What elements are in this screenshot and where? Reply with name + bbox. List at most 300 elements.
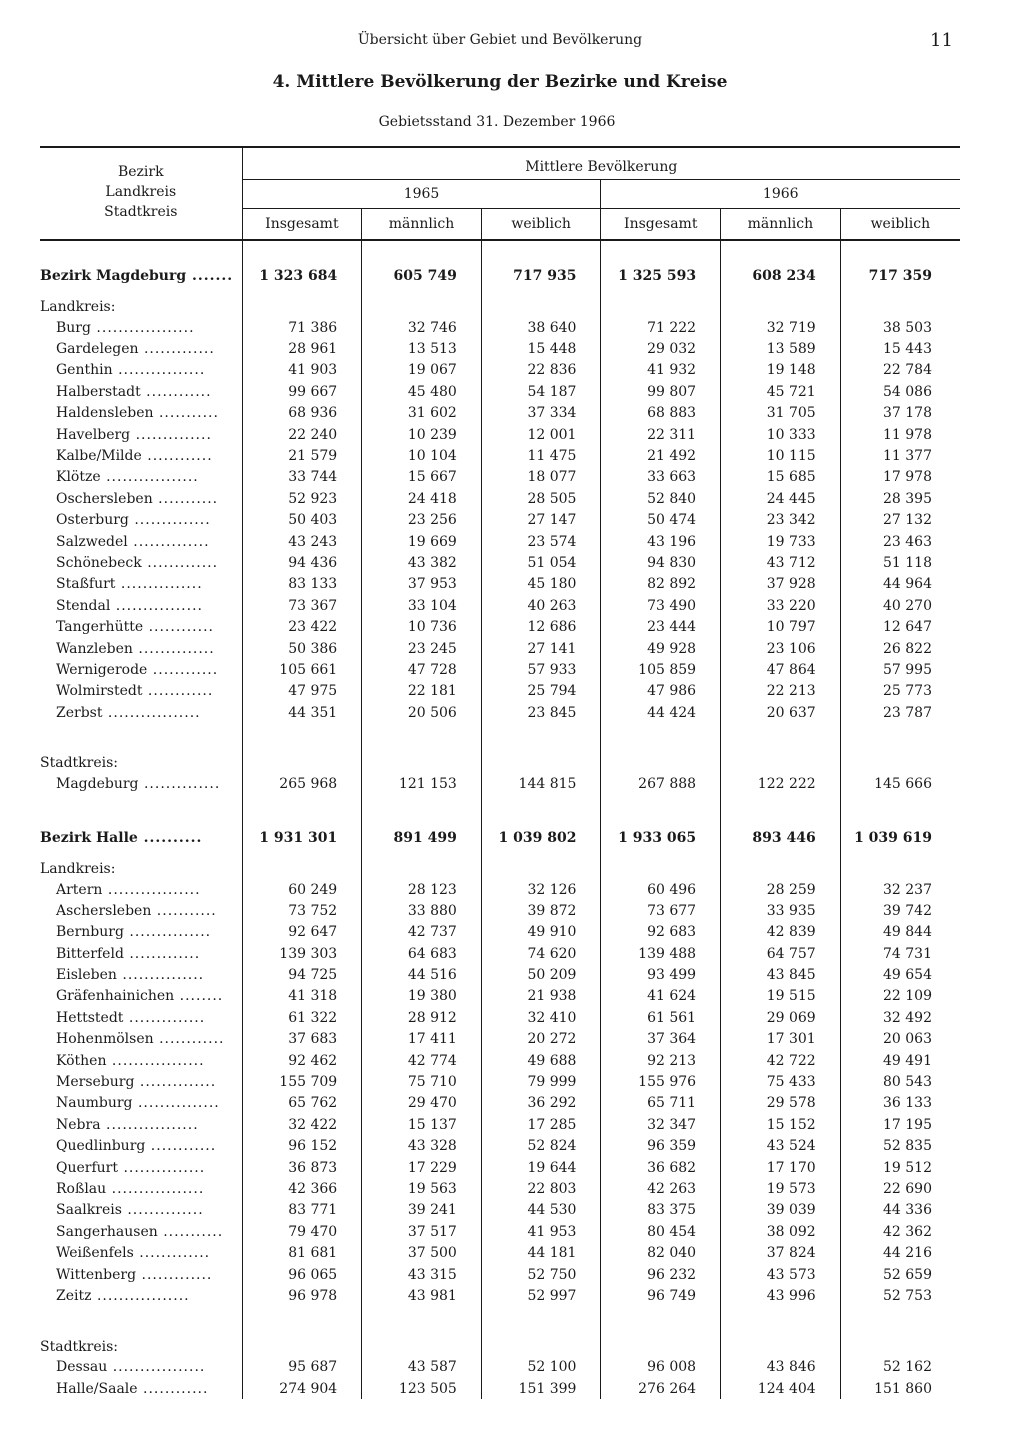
value-cell: 57 933 [481, 659, 601, 680]
row-label [40, 510, 242, 531]
value-cell: 12 647 [883, 619, 932, 636]
value-cell: 17 170 [721, 1157, 841, 1178]
spacer-cell [481, 1307, 601, 1329]
value-cell: 27 141 [481, 638, 601, 659]
value-cell: 96 152 [242, 1136, 362, 1157]
value-cell: 71 222 [601, 317, 721, 338]
spacer-cell [840, 240, 960, 263]
table-row [40, 574, 960, 595]
value-cell: 44 351 [242, 702, 362, 723]
value-cell: 39 872 [481, 900, 601, 921]
value-cell: 99 667 [242, 381, 362, 402]
value-cell: 24 445 [721, 488, 841, 509]
value-cell: 45 180 [481, 574, 601, 595]
row-label [40, 317, 242, 338]
spacer-cell [242, 795, 362, 825]
bezirk-row [40, 825, 960, 851]
value-cell [840, 289, 960, 317]
leader-dots: ................. [106, 1052, 205, 1069]
value-cell: 15 152 [721, 1114, 841, 1135]
value-cell: 44 216 [883, 1245, 932, 1262]
table-row [40, 424, 960, 445]
table-row [40, 616, 960, 637]
section-row [40, 745, 960, 773]
value-cell: 52 824 [481, 1136, 601, 1157]
value-cell: 19 644 [481, 1157, 601, 1178]
value-cell: 71 386 [242, 317, 362, 338]
value-cell: 50 209 [481, 964, 601, 985]
table-row [40, 638, 960, 659]
value-cell: 92 462 [242, 1050, 362, 1071]
spacer-cell [362, 1307, 482, 1329]
value-cell: 52 659 [883, 1266, 932, 1283]
value-cell [721, 851, 841, 879]
stub-header-line: Bezirk [117, 164, 164, 180]
value-cell: 155 976 [601, 1071, 721, 1092]
row-label-text: Quedlinburg [56, 1138, 146, 1155]
value-cell: 52 997 [481, 1285, 601, 1306]
section-row [40, 289, 960, 317]
value-cell: 73 367 [242, 595, 362, 616]
value-cell: 13 513 [362, 338, 482, 359]
table-subtitle: Gebietsstand 31. Dezember 1966 [378, 114, 616, 130]
spacer-cell [242, 723, 362, 745]
value-cell: 19 380 [362, 986, 482, 1007]
value-cell: 61 561 [601, 1007, 721, 1028]
value-cell: 17 229 [362, 1157, 482, 1178]
stub-header [40, 147, 242, 240]
value-cell: 32 347 [601, 1114, 721, 1135]
table-row [40, 403, 960, 424]
value-cell: 82 040 [601, 1242, 721, 1263]
value-cell [840, 745, 960, 773]
row-label-text: Haldensleben [56, 405, 154, 422]
value-cell: 41 903 [242, 360, 362, 381]
value-cell: 80 454 [601, 1221, 721, 1242]
value-cell: 121 153 [362, 773, 482, 794]
value-cell: 23 422 [242, 616, 362, 637]
value-cell: 43 845 [721, 964, 841, 985]
value-cell: 19 067 [362, 360, 482, 381]
value-cell [362, 289, 482, 317]
row-label [40, 745, 242, 773]
spacer-cell [362, 723, 482, 745]
value-cell: 37 334 [481, 403, 601, 424]
row-label [40, 445, 242, 466]
value-cell: 11 978 [883, 426, 932, 443]
row-label-text: Wanzleben [56, 640, 133, 657]
value-cell: 17 411 [362, 1029, 482, 1050]
value-cell: 36 873 [242, 1157, 362, 1178]
row-label-text: Bitterfeld [56, 945, 124, 962]
leader-dots: ............... [132, 1095, 220, 1112]
value-cell: 13 589 [721, 338, 841, 359]
value-cell: 68 936 [242, 403, 362, 424]
value-cell: 12 001 [481, 424, 601, 445]
spacer-cell [481, 723, 601, 745]
value-cell: 20 637 [721, 702, 841, 723]
table-row [40, 1050, 960, 1071]
table-row [40, 1007, 960, 1028]
value-cell: 33 220 [721, 595, 841, 616]
row-label [40, 702, 242, 723]
row-label [40, 943, 242, 964]
column-header: Insgesamt [601, 209, 721, 241]
spacer-cell [40, 723, 242, 745]
value-cell: 42 737 [362, 922, 482, 943]
leader-dots: ............ [147, 661, 219, 678]
value-cell [601, 745, 721, 773]
leader-dots: .............. [123, 1009, 206, 1026]
row-label-text: Stendal [56, 597, 111, 614]
spacer-cell [840, 1307, 960, 1329]
row-label-text: Stadtkreis: [40, 1338, 118, 1355]
row-label [40, 381, 242, 402]
row-label-text: Merseburg [56, 1074, 135, 1091]
row-label [40, 1242, 242, 1263]
value-cell: 64 683 [362, 943, 482, 964]
value-cell: 17 301 [721, 1029, 841, 1050]
leader-dots: ........... [153, 405, 219, 422]
row-label [40, 360, 242, 381]
value-cell: 274 904 [242, 1378, 362, 1399]
value-cell: 93 499 [601, 964, 721, 985]
value-cell: 92 213 [601, 1050, 721, 1071]
value-cell: 717 359 [868, 268, 932, 284]
value-cell: 25 794 [481, 681, 601, 702]
row-label [40, 1050, 242, 1071]
value-cell: 17 285 [481, 1114, 601, 1135]
row-label-text: Wolmirstedt [56, 683, 143, 700]
value-cell: 28 395 [883, 490, 932, 507]
value-cell: 96 359 [601, 1136, 721, 1157]
spacer-cell [481, 795, 601, 825]
spacer-cell [721, 723, 841, 745]
value-cell: 52 923 [242, 488, 362, 509]
value-cell: 75 433 [721, 1071, 841, 1092]
population-table-container [40, 146, 960, 1399]
row-label-text: Artern [56, 881, 103, 898]
leader-dots: .............. [127, 533, 210, 550]
table-header [40, 147, 960, 240]
value-cell: 18 077 [481, 467, 601, 488]
group-header: Mittlere Bevölkerung [242, 147, 960, 180]
value-cell: 65 762 [242, 1093, 362, 1114]
value-cell: 22 311 [601, 424, 721, 445]
table-row [40, 1093, 960, 1114]
value-cell: 60 496 [601, 879, 721, 900]
value-cell: 81 681 [242, 1242, 362, 1263]
row-label-text: Bezirk Halle [40, 829, 138, 846]
row-label-text: Aschersleben [56, 902, 152, 919]
table-row [40, 1114, 960, 1135]
value-cell: 40 263 [481, 595, 601, 616]
value-cell: 52 753 [883, 1287, 932, 1304]
value-cell: 145 666 [874, 776, 932, 793]
value-cell: 1 933 065 [601, 825, 721, 851]
row-label-text: Staßfurt [56, 576, 116, 593]
value-cell: 151 860 [874, 1380, 932, 1397]
value-cell: 28 961 [242, 338, 362, 359]
row-label [40, 1329, 242, 1357]
spacer-cell [362, 795, 482, 825]
value-cell: 83 771 [242, 1200, 362, 1221]
leader-dots: ................. [102, 704, 201, 721]
value-cell: 22 240 [242, 424, 362, 445]
value-cell [481, 1329, 601, 1357]
row-label [40, 851, 242, 879]
value-cell: 36 133 [883, 1095, 932, 1112]
spacer-cell [840, 795, 960, 825]
value-cell: 50 474 [601, 510, 721, 531]
value-cell: 73 490 [601, 595, 721, 616]
value-cell: 61 322 [242, 1007, 362, 1028]
value-cell: 47 975 [242, 681, 362, 702]
value-cell: 37 953 [362, 574, 482, 595]
value-cell: 139 303 [242, 943, 362, 964]
row-label [40, 1378, 242, 1399]
value-cell: 33 104 [362, 595, 482, 616]
value-cell: 23 787 [883, 704, 932, 721]
value-cell: 29 069 [721, 1007, 841, 1028]
value-cell: 15 448 [481, 338, 601, 359]
table-row [40, 1071, 960, 1092]
value-cell: 32 422 [242, 1114, 362, 1135]
value-cell: 37 683 [242, 1029, 362, 1050]
row-label [40, 681, 242, 702]
row-label [40, 1136, 242, 1157]
leader-dots: .............. [132, 640, 215, 657]
row-label-text: Tangerhütte [56, 619, 144, 636]
value-cell: 29 032 [601, 338, 721, 359]
row-label-text: Schönebeck [56, 554, 142, 571]
leader-dots: ............. [141, 554, 219, 571]
row-label-text: Burg [56, 319, 91, 336]
spacer-cell [601, 240, 721, 263]
value-cell: 32 237 [883, 881, 932, 898]
value-cell: 52 835 [883, 1138, 932, 1155]
row-label-text: Hettstedt [56, 1009, 124, 1026]
spacer-cell [601, 1307, 721, 1329]
value-cell: 64 757 [721, 943, 841, 964]
row-label-text: Sangerhausen [56, 1223, 158, 1240]
value-cell [481, 745, 601, 773]
row-label-text: Gardelegen [56, 341, 139, 358]
leader-dots: ............... [123, 924, 212, 941]
value-cell: 43 524 [721, 1136, 841, 1157]
value-cell: 82 892 [601, 574, 721, 595]
leader-dots: ................ [110, 597, 203, 614]
column-header: Insgesamt [242, 209, 362, 241]
value-cell: 22 213 [721, 681, 841, 702]
table-row [40, 1221, 960, 1242]
value-cell: 21 492 [601, 445, 721, 466]
value-cell: 41 932 [601, 360, 721, 381]
leader-dots: .............. [121, 1202, 204, 1219]
row-label [40, 616, 242, 637]
row-label [40, 1285, 242, 1306]
spacer-cell [40, 240, 242, 263]
value-cell [601, 1329, 721, 1357]
row-label [40, 1093, 242, 1114]
table-row [40, 317, 960, 338]
row-label [40, 574, 242, 595]
section-row [40, 851, 960, 879]
value-cell: 15 667 [362, 467, 482, 488]
table-row [40, 1242, 960, 1263]
spacer-cell [242, 240, 362, 263]
value-cell: 50 386 [242, 638, 362, 659]
value-cell: 45 480 [362, 381, 482, 402]
value-cell: 22 181 [362, 681, 482, 702]
value-cell: 52 750 [481, 1264, 601, 1285]
row-label-text: Gräfenhainichen [56, 988, 175, 1005]
table-row [40, 702, 960, 723]
value-cell: 605 749 [362, 263, 482, 289]
value-cell: 20 272 [481, 1029, 601, 1050]
value-cell: 49 928 [601, 638, 721, 659]
leader-dots: ................. [107, 1359, 206, 1376]
value-cell: 54 187 [481, 381, 601, 402]
value-cell: 23 256 [362, 510, 482, 531]
value-cell: 32 410 [481, 1007, 601, 1028]
table-row [40, 879, 960, 900]
table-row [40, 1157, 960, 1178]
value-cell: 37 824 [721, 1242, 841, 1263]
value-cell: 50 403 [242, 510, 362, 531]
leader-dots: ............. [138, 341, 215, 358]
value-cell: 1 325 593 [601, 263, 721, 289]
value-cell: 10 239 [362, 424, 482, 445]
row-label [40, 467, 242, 488]
row-label [40, 1114, 242, 1135]
value-cell: 10 736 [362, 616, 482, 637]
value-cell: 1 039 619 [854, 829, 932, 846]
value-cell: 96 065 [242, 1264, 362, 1285]
value-cell: 38 092 [721, 1221, 841, 1242]
value-cell: 43 981 [362, 1285, 482, 1306]
table-row [40, 773, 960, 794]
value-cell: 39 742 [883, 902, 932, 919]
row-label-text: Bernburg [56, 924, 124, 941]
value-cell: 80 543 [883, 1074, 932, 1091]
value-cell: 19 563 [362, 1178, 482, 1199]
value-cell: 21 579 [242, 445, 362, 466]
table-row [40, 1200, 960, 1221]
value-cell [242, 289, 362, 317]
row-label [40, 922, 242, 943]
spacer-cell [40, 795, 242, 825]
value-cell: 52 840 [601, 488, 721, 509]
value-cell: 19 512 [883, 1159, 932, 1176]
leader-dots: .............. [128, 512, 211, 529]
value-cell: 123 505 [362, 1378, 482, 1399]
leader-dots: ........... [152, 490, 219, 507]
running-title: Übersicht über Gebiet und Bevölkerung [357, 32, 643, 48]
row-label [40, 879, 242, 900]
page-number: 11 [930, 30, 953, 51]
value-cell: 65 711 [601, 1093, 721, 1114]
spacer-cell [362, 240, 482, 263]
value-cell: 42 722 [721, 1050, 841, 1071]
value-cell: 49 910 [481, 922, 601, 943]
value-cell: 47 728 [362, 659, 482, 680]
value-cell: 22 690 [883, 1180, 932, 1197]
value-cell: 15 137 [362, 1114, 482, 1135]
value-cell: 22 803 [481, 1178, 601, 1199]
table-row [40, 986, 960, 1007]
value-cell: 47 864 [721, 659, 841, 680]
value-cell: 37 178 [883, 405, 932, 422]
row-label-text: Genthin [56, 362, 113, 379]
value-cell: 43 196 [601, 531, 721, 552]
value-cell: 43 712 [721, 552, 841, 573]
value-cell: 44 516 [362, 964, 482, 985]
row-label-text: Wittenberg [56, 1266, 137, 1283]
value-cell: 79 470 [242, 1221, 362, 1242]
value-cell: 51 054 [481, 552, 601, 573]
value-cell: 94 725 [242, 964, 362, 985]
value-cell [362, 1329, 482, 1357]
value-cell: 52 162 [883, 1359, 932, 1376]
table-row [40, 1178, 960, 1199]
spacer-row [40, 795, 960, 825]
value-cell: 38 640 [481, 317, 601, 338]
value-cell: 267 888 [601, 773, 721, 794]
value-cell: 23 463 [883, 533, 932, 550]
value-cell: 79 999 [481, 1071, 601, 1092]
table-row [40, 1136, 960, 1157]
spacer-cell [601, 723, 721, 745]
row-label [40, 773, 242, 794]
value-cell: 52 100 [481, 1357, 601, 1378]
value-cell: 43 573 [721, 1264, 841, 1285]
value-cell: 144 815 [481, 773, 601, 794]
value-cell: 42 366 [242, 1178, 362, 1199]
value-cell: 32 746 [362, 317, 482, 338]
table-row [40, 1357, 960, 1378]
value-cell: 41 318 [242, 986, 362, 1007]
year-header: 1965 [242, 180, 601, 209]
value-cell [721, 745, 841, 773]
leader-dots: ............... [118, 1159, 206, 1176]
row-label-text: Landkreis: [40, 860, 116, 877]
spacer-row [40, 240, 960, 263]
leader-dots: ................. [91, 1287, 190, 1304]
leader-dots: .......... [137, 829, 203, 846]
value-cell: 36 292 [481, 1093, 601, 1114]
leader-dots: ................ [112, 362, 206, 379]
row-label [40, 1157, 242, 1178]
leader-dots: .............. [134, 1074, 217, 1091]
value-cell: 75 710 [362, 1071, 482, 1092]
value-cell: 10 797 [721, 616, 841, 637]
row-label [40, 531, 242, 552]
spacer-cell [601, 795, 721, 825]
value-cell: 45 721 [721, 381, 841, 402]
value-cell: 139 488 [601, 943, 721, 964]
value-cell: 32 126 [481, 879, 601, 900]
leader-dots: ............ [142, 683, 214, 700]
value-cell [481, 851, 601, 879]
value-cell: 155 709 [242, 1071, 362, 1092]
row-label-text: Magdeburg [56, 776, 139, 793]
table-row [40, 595, 960, 616]
value-cell [840, 851, 960, 879]
table-row [40, 531, 960, 552]
leader-dots: ............... [115, 576, 203, 593]
row-label [40, 900, 242, 921]
